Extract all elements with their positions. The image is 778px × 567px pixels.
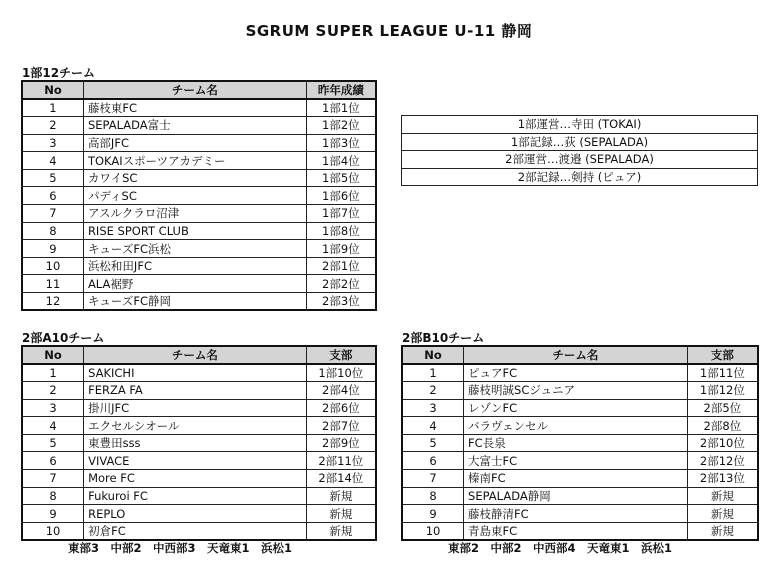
team-name: エクセルシオール bbox=[84, 417, 307, 435]
last-year-result: 1部2位 bbox=[306, 117, 376, 135]
team-name: 青島東FC bbox=[464, 522, 688, 540]
row-no: 2 bbox=[22, 382, 84, 400]
row-no: 7 bbox=[22, 470, 84, 488]
branch-result: 2部14位 bbox=[306, 470, 376, 488]
div2b-heading: 2部B10チーム bbox=[402, 331, 485, 345]
row-no: 5 bbox=[22, 169, 83, 187]
branch-result: 新規 bbox=[306, 505, 376, 523]
table-row bbox=[22, 487, 376, 505]
branch-result: 1部10位 bbox=[306, 364, 376, 382]
team-name: 藤枝静清FC bbox=[464, 505, 688, 523]
table-row bbox=[22, 257, 376, 275]
table-row bbox=[22, 205, 376, 223]
table-row bbox=[402, 452, 758, 470]
row-no: 1 bbox=[402, 364, 464, 382]
table-row bbox=[22, 417, 376, 435]
last-year-result: 1部8位 bbox=[306, 222, 376, 240]
table-row bbox=[22, 364, 376, 382]
staff-row: 1部運営…寺田 (TOKAI) bbox=[402, 116, 758, 134]
team-name: キューズFC静岡 bbox=[83, 293, 306, 311]
table-row bbox=[22, 240, 376, 258]
row-no: 7 bbox=[22, 205, 83, 223]
table-row bbox=[402, 382, 758, 400]
row-no: 6 bbox=[22, 452, 84, 470]
page-title: SGRUM SUPER LEAGUE U-11 静岡 bbox=[245, 22, 533, 40]
row-no: 6 bbox=[22, 187, 83, 205]
team-name: SEPALADA静岡 bbox=[464, 487, 688, 505]
team-name: More FC bbox=[84, 470, 307, 488]
last-year-result: 1部4位 bbox=[306, 152, 376, 170]
col-header-no: No bbox=[402, 346, 464, 364]
team-name: 初倉FC bbox=[84, 522, 307, 540]
row-no: 10 bbox=[22, 257, 83, 275]
staff-row: 1部記録…荻 (SEPALADA) bbox=[402, 133, 758, 151]
row-no: 7 bbox=[402, 470, 464, 488]
table-row bbox=[22, 169, 376, 187]
team-name: レゾンFC bbox=[464, 399, 688, 417]
row-no: 9 bbox=[22, 240, 83, 258]
staff-row: 2部運営…渡邉 (SEPALADA) bbox=[402, 151, 758, 169]
row-no: 10 bbox=[402, 522, 464, 540]
branch-result: 新規 bbox=[687, 505, 758, 523]
div1-heading: 1部12チーム bbox=[22, 66, 96, 80]
row-no: 5 bbox=[22, 434, 84, 452]
div2a-table bbox=[21, 345, 377, 541]
team-name: ALA裾野 bbox=[83, 275, 306, 293]
row-no: 6 bbox=[402, 452, 464, 470]
table-row bbox=[402, 522, 758, 540]
table-row bbox=[22, 382, 376, 400]
team-name: 東豊田sss bbox=[84, 434, 307, 452]
row-no: 8 bbox=[22, 222, 83, 240]
col-header-branch: 支部 bbox=[687, 346, 758, 364]
staff-row: 2部記録…剣持 (ピュア) bbox=[402, 168, 758, 186]
team-name: 藤枝明誠SCジュニア bbox=[464, 382, 688, 400]
col-header-last-year: 昨年成績 bbox=[306, 81, 376, 99]
staff-table bbox=[401, 115, 758, 186]
table-row bbox=[402, 434, 758, 452]
div2a-heading: 2部A10チーム bbox=[22, 331, 105, 345]
row-no: 4 bbox=[22, 152, 83, 170]
div1-table bbox=[21, 80, 377, 311]
branch-result: 新規 bbox=[687, 522, 758, 540]
last-year-result: 2部1位 bbox=[306, 257, 376, 275]
row-no: 1 bbox=[22, 364, 84, 382]
team-name: 榛南FC bbox=[464, 470, 688, 488]
row-no: 10 bbox=[22, 522, 84, 540]
team-name: カワイSC bbox=[83, 169, 306, 187]
row-no: 4 bbox=[402, 417, 464, 435]
table-row bbox=[22, 522, 376, 540]
table-row bbox=[22, 470, 376, 488]
last-year-result: 2部3位 bbox=[306, 293, 376, 311]
table-row bbox=[22, 452, 376, 470]
branch-result: 新規 bbox=[306, 522, 376, 540]
row-no: 2 bbox=[22, 117, 83, 135]
team-name: アスルクラロ沼津 bbox=[83, 205, 306, 223]
row-no: 12 bbox=[22, 293, 83, 311]
last-year-result: 1部1位 bbox=[306, 99, 376, 117]
row-no: 9 bbox=[402, 505, 464, 523]
team-name: SAKICHI bbox=[84, 364, 307, 382]
team-name: SEPALADA富士 bbox=[83, 117, 306, 135]
last-year-result: 1部9位 bbox=[306, 240, 376, 258]
branch-result: 2部10位 bbox=[687, 434, 758, 452]
team-name: 藤枝東FC bbox=[83, 99, 306, 117]
table-row bbox=[22, 152, 376, 170]
col-header-no: No bbox=[22, 81, 83, 99]
branch-result: 2部8位 bbox=[687, 417, 758, 435]
table-row bbox=[22, 434, 376, 452]
div2b-table bbox=[401, 345, 759, 541]
row-no: 3 bbox=[402, 399, 464, 417]
col-header-no: No bbox=[22, 346, 84, 364]
table-row bbox=[22, 134, 376, 152]
branch-result: 新規 bbox=[306, 487, 376, 505]
table-row bbox=[402, 417, 758, 435]
branch-result: 1部12位 bbox=[687, 382, 758, 400]
table-row bbox=[22, 505, 376, 523]
row-no: 5 bbox=[402, 434, 464, 452]
row-no: 9 bbox=[22, 505, 84, 523]
row-no: 3 bbox=[22, 399, 84, 417]
table-row bbox=[402, 470, 758, 488]
team-name: バラヴェンセル bbox=[464, 417, 688, 435]
table-row bbox=[22, 293, 376, 311]
row-no: 4 bbox=[22, 417, 84, 435]
last-year-result: 1部5位 bbox=[306, 169, 376, 187]
table-row bbox=[22, 399, 376, 417]
team-name: TOKAIスポーツアカデミー bbox=[83, 152, 306, 170]
branch-result: 1部11位 bbox=[687, 364, 758, 382]
col-header-team: チーム名 bbox=[83, 81, 306, 99]
team-name: FC長泉 bbox=[464, 434, 688, 452]
table-row bbox=[402, 364, 758, 382]
branch-result: 2部6位 bbox=[306, 399, 376, 417]
table-row bbox=[402, 487, 758, 505]
team-name: RISE SPORT CLUB bbox=[83, 222, 306, 240]
branch-result: 2部9位 bbox=[306, 434, 376, 452]
branch-result: 2部11位 bbox=[306, 452, 376, 470]
team-name: Fukuroi FC bbox=[84, 487, 307, 505]
branch-result: 2部13位 bbox=[687, 470, 758, 488]
div2b-footer: 東部2 中部2 中西部4 天竜東1 浜松1 bbox=[448, 541, 673, 555]
table-row bbox=[22, 99, 376, 117]
row-no: 8 bbox=[402, 487, 464, 505]
branch-result: 新規 bbox=[687, 487, 758, 505]
table-row bbox=[402, 505, 758, 523]
branch-result: 2部7位 bbox=[306, 417, 376, 435]
table-row bbox=[22, 187, 376, 205]
row-no: 2 bbox=[402, 382, 464, 400]
team-name: REPLO bbox=[84, 505, 307, 523]
branch-result: 2部4位 bbox=[306, 382, 376, 400]
last-year-result: 1部3位 bbox=[306, 134, 376, 152]
last-year-result: 2部2位 bbox=[306, 275, 376, 293]
row-no: 8 bbox=[22, 487, 84, 505]
table-row bbox=[22, 222, 376, 240]
team-name: FERZA FA bbox=[84, 382, 307, 400]
row-no: 1 bbox=[22, 99, 83, 117]
team-name: ピュアFC bbox=[464, 364, 688, 382]
table-row bbox=[22, 117, 376, 135]
col-header-team: チーム名 bbox=[84, 346, 307, 364]
table-row bbox=[22, 275, 376, 293]
row-no: 3 bbox=[22, 134, 83, 152]
div2a-footer: 東部3 中部2 中西部3 天竜東1 浜松1 bbox=[68, 541, 293, 555]
branch-result: 2部5位 bbox=[687, 399, 758, 417]
last-year-result: 1部7位 bbox=[306, 205, 376, 223]
col-header-team: チーム名 bbox=[464, 346, 688, 364]
branch-result: 2部12位 bbox=[687, 452, 758, 470]
team-name: 浜松和田JFC bbox=[83, 257, 306, 275]
table-row bbox=[402, 399, 758, 417]
col-header-branch: 支部 bbox=[306, 346, 376, 364]
team-name: 大富士FC bbox=[464, 452, 688, 470]
team-name: 掛川JFC bbox=[84, 399, 307, 417]
team-name: パディSC bbox=[83, 187, 306, 205]
team-name: 高部JFC bbox=[83, 134, 306, 152]
last-year-result: 1部6位 bbox=[306, 187, 376, 205]
team-name: VIVACE bbox=[84, 452, 307, 470]
team-name: キューズFC浜松 bbox=[83, 240, 306, 258]
row-no: 11 bbox=[22, 275, 83, 293]
